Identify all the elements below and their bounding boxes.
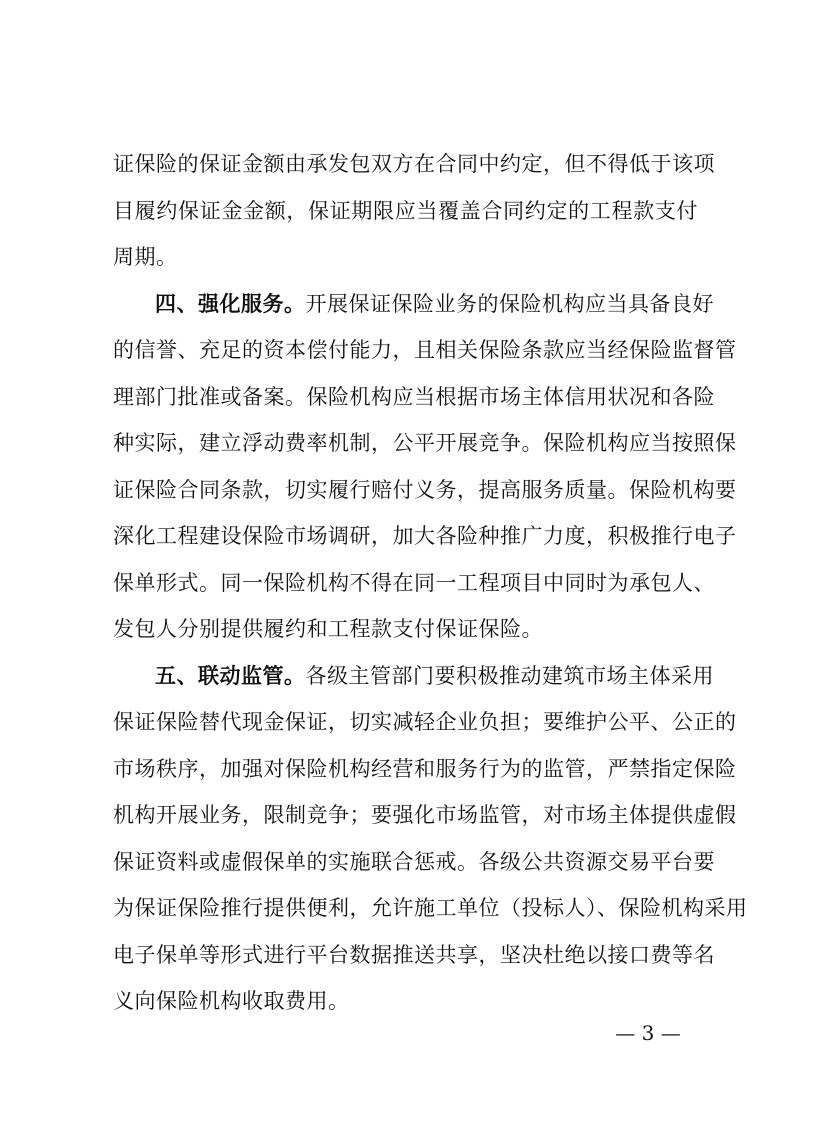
p3-line-2: 保证保险替代现金保证，切实减轻企业负担；要维护公平、公正的 [113, 710, 737, 734]
p2-line-8: 发包人分别提供履约和工程款支付保证保险。 [113, 617, 543, 641]
p3-line-6: 为保证保险推行提供便利，允许施工单位（投标人）、保险机构采用 [113, 896, 748, 920]
p3-line-1 [155, 656, 714, 696]
p3-line-1-text: 各级主管部门要积极推动建筑市场主体采用 [305, 664, 714, 688]
p3-line-7: 电子保单等形式进行平台数据推送共享，坚决杜绝以接口费等名 [113, 943, 715, 967]
p3-line-8: 义向保险机构收取费用。 [113, 989, 350, 1013]
p2-line-7: 保单形式。同一保险机构不得在同一工程项目中同时为承包人、 [113, 571, 715, 595]
p2-line-1 [155, 284, 714, 324]
p2-line-3: 理部门批准或备案。保险机构应当根据市场主体信用状况和各险 [113, 385, 715, 409]
p2-line-1-text: 开展保证保险业务的保险机构应当具备良好 [305, 292, 714, 316]
p3-line-3: 市场秩序，加强对保险机构经营和服务行为的监管，严禁指定保险 [113, 757, 737, 781]
p3-line-4: 机构开展业务，限制竞争；要强化市场监管，对市场主体提供虚假 [113, 803, 737, 827]
p2-line-5: 证保险合同条款，切实履行赔付义务，提高服务质量。保险机构要 [113, 478, 737, 502]
p2-line-6: 深化工程建设保险市场调研，加大各险种推广力度，积极推行电子 [113, 524, 737, 548]
section-heading-4: 四、强化服务。 [155, 292, 306, 316]
p2-line-4: 种实际，建立浮动费率机制，公平开展竞争。保险机构应当按照保 [113, 431, 737, 455]
p1-line-2: 目履约保证金金额，保证期限应当覆盖合同约定的工程款支付 [113, 199, 698, 223]
p1-line-3: 周期。 [113, 245, 178, 269]
section-heading-5: 五、联动监管。 [155, 664, 306, 688]
page-number: — 3 — [615, 1021, 681, 1045]
p3-line-5: 保证资料或虚假保单的实施联合惩戒。各级公共资源交易平台要 [113, 850, 715, 874]
p1-line-1: 证保险的保证金额由承发包双方在合同中约定，但不得低于该项 [113, 152, 715, 176]
p2-line-2: 的信誉、充足的资本偿付能力，且相关保险条款应当经保险监督管 [113, 338, 737, 362]
